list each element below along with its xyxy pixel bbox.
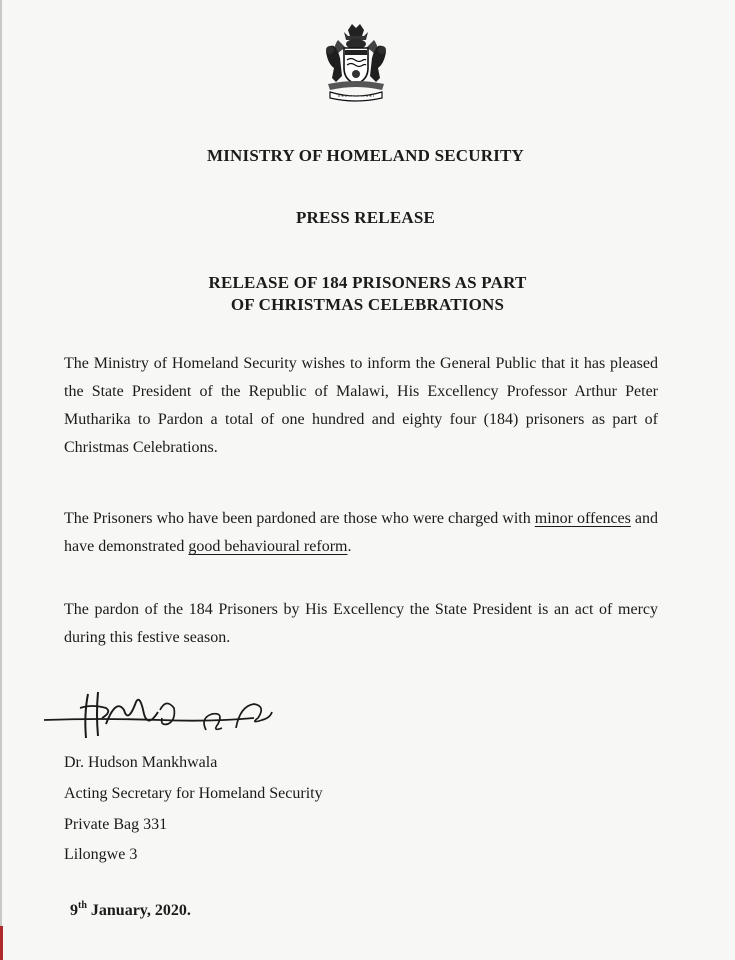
date-rest: January, 2020. xyxy=(86,902,191,919)
signatory-title: Acting Secretary for Homeland Security xyxy=(64,785,323,802)
signatory-name: Dr. Hudson Mankhwala xyxy=(64,754,218,771)
release-title-line-2: OF CHRISTMAS CELEBRATIONS xyxy=(230,295,505,314)
paragraph-eligibility-text-2: and have demonstrated xyxy=(64,510,658,555)
date-suffix: th xyxy=(78,900,87,911)
paragraph-mercy: The pardon of the 184 Prisoners by His Excellency the State President is an act of mercy during this festive season. xyxy=(64,601,658,646)
address-line-1: Private Bag 331 xyxy=(64,816,168,833)
coat-of-arms-emblem xyxy=(318,22,394,104)
ministry-heading: MINISTRY OF HOMELAND SECURITY xyxy=(206,146,525,165)
page-edge xyxy=(0,0,2,960)
release-title xyxy=(0,272,735,316)
paragraph-eligibility xyxy=(64,505,658,561)
release-title-line-1: RELEASE OF 184 PRISONERS AS PART xyxy=(208,273,527,292)
handwritten-signature xyxy=(40,684,290,746)
release-date xyxy=(70,902,191,920)
paragraph-announcement: The Ministry of Homeland Security wishes to inform the General Public that it has pleased the State President of the Republic of Malawi, His Excellency Professor Arthur Peter Mutharika to Pardon a total of one hundred and eighty four (184) prisoners as part of Christmas Celebrations. xyxy=(64,355,658,456)
underlined-good-behavioural-reform: good behavioural reform xyxy=(188,538,348,555)
address-line-2: Lilongwe 3 xyxy=(64,846,138,863)
date-day: 9 xyxy=(70,902,78,919)
paragraph-eligibility-text-1: The Prisoners who have been pardoned are those who were charged with xyxy=(64,510,535,527)
underlined-minor-offences: minor offences xyxy=(534,510,631,527)
page-edge-mark xyxy=(0,926,3,960)
paragraph-eligibility-text-3: . xyxy=(347,538,352,555)
document-type-heading: PRESS RELEASE xyxy=(295,208,436,227)
